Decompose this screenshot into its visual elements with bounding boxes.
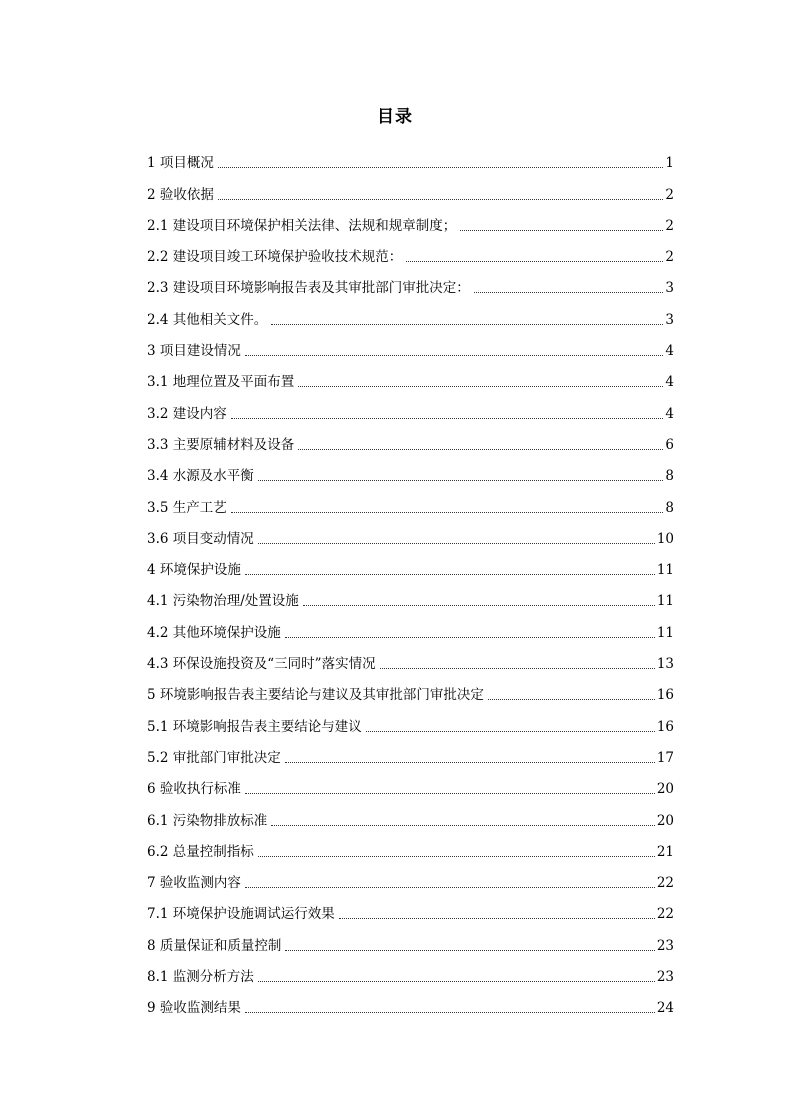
toc-entry[interactable] (147, 298, 674, 329)
toc-entry-label: 2.3 建设项目环境影响报告表及其审批部门审批决定： (147, 280, 470, 297)
toc-dot-leader (245, 887, 655, 888)
toc-dot-leader (285, 637, 655, 638)
toc-entry-page-number: 11 (656, 562, 674, 579)
toc-entry-page-number: 4 (665, 405, 674, 422)
toc-entry-page-number: 8 (665, 468, 674, 485)
toc-entry-label: 4.2 其他环境保护设施 (147, 624, 281, 641)
toc-entry-label: 6.2 总量控制指标 (147, 843, 254, 860)
toc-dot-leader (271, 825, 655, 826)
toc-entry-label: 4.3 环保设施投资及“三同时”落实情况 (147, 656, 376, 673)
toc-dot-leader (245, 574, 655, 575)
toc-entry[interactable] (147, 643, 674, 674)
toc-dot-leader (380, 668, 655, 669)
toc-entry[interactable] (147, 455, 674, 486)
toc-entry-label: 3.4 水源及水平衡 (147, 468, 254, 485)
toc-entry-label: 6 验收执行标准 (147, 781, 241, 798)
toc-entry-label: 2.1 建设项目环境保护相关法律、法规和规章制度； (147, 217, 457, 234)
toc-entry-label: 3 项目建设情况 (147, 343, 241, 360)
toc-entry[interactable] (147, 392, 674, 423)
toc-entry[interactable] (147, 893, 674, 924)
toc-entry-page-number: 1 (665, 155, 674, 172)
toc-entry-page-number: 21 (656, 843, 674, 860)
toc-entry-page-number: 2 (665, 217, 674, 234)
toc-entry-page-number: 2 (665, 249, 674, 266)
toc-entry-label: 2.4 其他相关文件。 (147, 311, 268, 328)
toc-entry[interactable] (147, 361, 674, 392)
toc-entry-page-number: 3 (665, 311, 674, 328)
toc-dot-leader (218, 199, 664, 200)
toc-entry-label: 2.2 建设项目竣工环境保护验收技术规范： (147, 249, 403, 266)
toc-entry[interactable] (147, 831, 674, 862)
toc-dot-leader (298, 449, 663, 450)
toc-dot-leader (258, 981, 655, 982)
toc-entry[interactable] (147, 580, 674, 611)
toc-entry-page-number: 16 (656, 718, 674, 735)
toc-entry-page-number: 23 (656, 969, 674, 986)
toc-entry-page-number: 11 (656, 593, 674, 610)
toc-entry-page-number: 22 (656, 875, 674, 892)
toc-entry[interactable] (147, 987, 674, 1018)
toc-dot-leader (258, 480, 664, 481)
toc-entry[interactable] (147, 611, 674, 642)
toc-entry-label: 7.1 环境保护设施调试运行效果 (147, 906, 335, 923)
toc-entry-page-number: 8 (665, 499, 674, 516)
toc-dot-leader (258, 543, 655, 544)
toc-entry[interactable] (147, 518, 674, 549)
toc-entry-page-number: 13 (656, 656, 674, 673)
toc-entry-page-number: 2 (665, 186, 674, 203)
toc-entry-label: 1 项目概况 (147, 155, 214, 172)
toc-entry[interactable] (147, 267, 674, 298)
toc-entry[interactable] (147, 173, 674, 204)
toc-dot-leader (258, 856, 655, 857)
toc-entry-label: 6.1 污染物排放标准 (147, 812, 268, 829)
toc-entry-label: 4 环境保护设施 (147, 562, 241, 579)
toc-entry-label: 5.2 审批部门审批决定 (147, 749, 281, 766)
toc-dot-leader (460, 230, 663, 231)
toc-entry-label: 3.6 项目变动情况 (147, 530, 254, 547)
toc-entry-label: 5 环境影响报告表主要结论与建议及其审批部门审批决定 (147, 687, 484, 704)
toc-entry-label: 3.1 地理位置及平面布置 (147, 374, 295, 391)
toc-entry[interactable] (147, 956, 674, 987)
toc-entry-page-number: 17 (656, 749, 674, 766)
toc-entry[interactable] (147, 799, 674, 830)
toc-entry[interactable] (147, 705, 674, 736)
toc-dot-leader (366, 731, 655, 732)
toc-entry-page-number: 4 (665, 343, 674, 360)
toc-dot-leader (488, 699, 655, 700)
toc-entry[interactable] (147, 737, 674, 768)
toc-entry-label: 4.1 污染物治理/处置设施 (147, 593, 299, 610)
toc-dot-leader (271, 324, 663, 325)
toc-entry[interactable] (147, 862, 674, 893)
toc-entry-label: 5.1 环境影响报告表主要结论与建议 (147, 718, 362, 735)
toc-entry[interactable] (147, 330, 674, 361)
toc-dot-leader (231, 418, 664, 419)
toc-entry-page-number: 22 (656, 906, 674, 923)
toc-entry-label: 2 验收依据 (147, 186, 214, 203)
toc-dot-leader (406, 261, 663, 262)
toc-entry-label: 8 质量保证和质量控制 (147, 937, 282, 954)
toc-dot-leader (298, 386, 663, 387)
toc-entry[interactable] (147, 486, 674, 517)
toc-dot-leader (245, 355, 664, 356)
toc-dot-leader (245, 793, 655, 794)
toc-entry-label: 9 验收监测结果 (147, 1000, 241, 1017)
toc-entry-page-number: 10 (656, 530, 674, 547)
toc-entry[interactable] (147, 768, 674, 799)
toc-entry-page-number: 24 (656, 1000, 674, 1017)
toc-dot-leader (218, 167, 664, 168)
toc-entry-page-number: 11 (656, 624, 674, 641)
toc-entry[interactable] (147, 549, 674, 580)
toc-entry[interactable] (147, 142, 674, 173)
toc-dot-leader (285, 950, 654, 951)
toc-entry-label: 3.2 建设内容 (147, 405, 227, 422)
toc-entry[interactable] (147, 236, 674, 267)
toc-entry-page-number: 20 (656, 781, 674, 798)
toc-entry[interactable] (147, 674, 674, 705)
toc-entry-label: 7 验收监测内容 (147, 875, 241, 892)
toc-entry-page-number: 4 (665, 374, 674, 391)
toc-entry-page-number: 16 (656, 687, 674, 704)
toc-entry-label: 3.5 生产工艺 (147, 499, 227, 516)
toc-dot-leader (231, 512, 664, 513)
toc-entry-page-number: 23 (656, 937, 674, 954)
toc-entry-page-number: 6 (665, 436, 674, 453)
toc-title: 目录 (377, 107, 413, 127)
toc-dot-leader (245, 1012, 655, 1013)
toc-entry[interactable] (147, 205, 674, 236)
toc-dot-leader (303, 605, 655, 606)
toc-entry[interactable] (147, 924, 674, 955)
toc-entry-page-number: 3 (665, 280, 674, 297)
toc-dot-leader (339, 918, 655, 919)
toc-entry-label: 3.3 主要原辅材料及设备 (147, 436, 295, 453)
toc-dot-leader (474, 292, 664, 293)
toc-list (147, 142, 674, 1018)
toc-entry-page-number: 20 (656, 812, 674, 829)
toc-dot-leader (285, 762, 655, 763)
toc-entry[interactable] (147, 424, 674, 455)
toc-entry-label: 8.1 监测分析方法 (147, 969, 254, 986)
